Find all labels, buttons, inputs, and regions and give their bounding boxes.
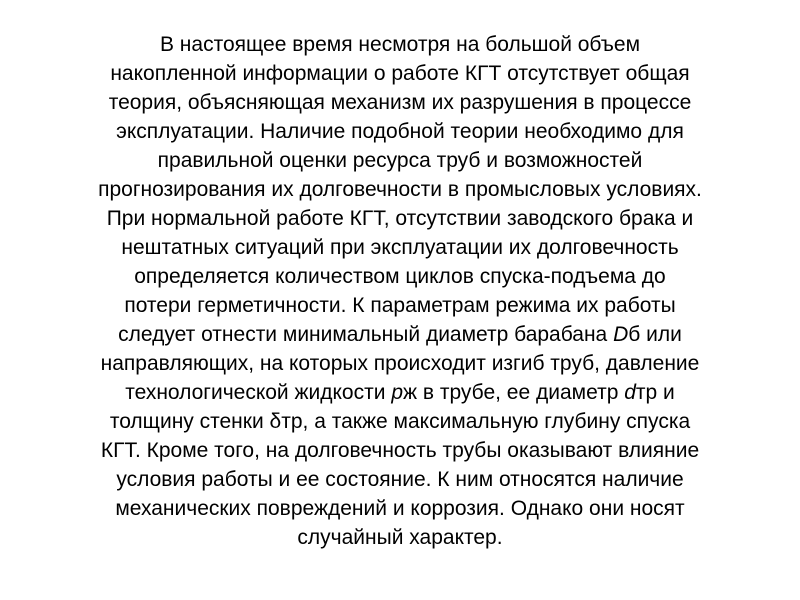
text-run: При нормальной работе КГТ, отсутствии заводского брака и [106,207,694,230]
text-line [30,88,770,117]
text-line [30,378,770,407]
text-run: ж в трубе, ее диаметр [403,381,625,404]
text-line [30,320,770,349]
text-run: случайный характер. [297,526,503,549]
text-line [30,349,770,378]
text-run: теория, объясняющая механизм их разрушения в процессе [108,91,692,114]
text-run: эксплуатации. Наличие подобной теории необходимо для [116,120,684,143]
text-run: В настоящее время несмотря на большой объем [159,33,641,56]
body-text [30,30,770,552]
text-run: тр и [635,381,675,404]
text-line [30,407,770,436]
symbol-p: p [391,381,403,404]
text-run: определяется количеством циклов спуска-подъема до [134,265,666,288]
text-line [30,146,770,175]
symbol-delta: δ [269,410,282,433]
text-run: технологической жидкости [125,381,392,404]
text-run: толщину стенки [109,410,270,433]
text-line [30,59,770,88]
text-run: тр, а также максимальную глубину спуска [281,410,691,433]
text-line [30,291,770,320]
symbol-d: d [624,381,636,404]
text-run: потери герметичности. К параметрам режима их работы [124,294,676,317]
text-line [30,262,770,291]
text-line [30,494,770,523]
text-run: прогнозирования их долговечности в промысловых условиях. [98,178,702,201]
text-run: накопленной информации о работе КГТ отсутствует общая [110,62,690,85]
text-line [30,117,770,146]
symbol-D: D [613,323,629,346]
text-line [30,30,770,59]
text-line [30,436,770,465]
text-line [30,204,770,233]
text-line [30,465,770,494]
text-run: условия работы и ее состояние. К ним относятся наличие [116,468,684,491]
text-line [30,233,770,262]
text-run: направляющих, на которых происходит изгиб труб, давление [100,352,700,375]
text-run: правильной оценки ресурса труб и возможностей [157,149,643,172]
text-run: следует отнести минимальный диаметр барабана [118,323,614,346]
text-run: б или [628,323,682,346]
text-run: нештатных ситуаций при эксплуатации их долговечность [121,236,679,259]
text-line [30,523,770,552]
text-run: механических повреждений и коррозия. Однако они носят [115,497,685,520]
text-run: КГТ. Кроме того, на долговечность трубы оказывают влияние [100,439,700,462]
text-line [30,175,770,204]
